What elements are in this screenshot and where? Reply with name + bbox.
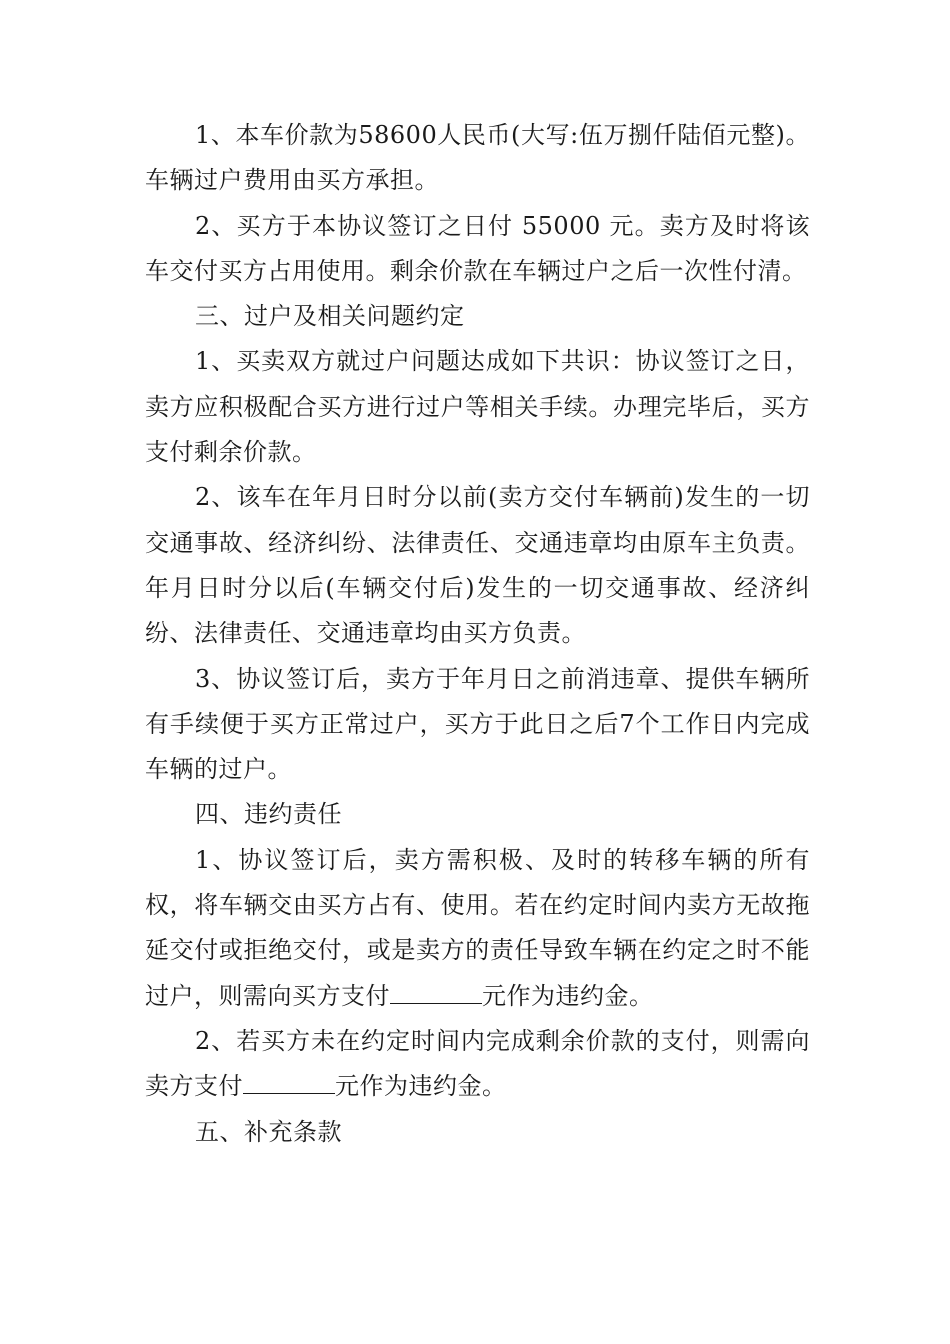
section-heading-breach: 四、违约责任 — [195, 800, 342, 829]
clause-buyer-breach-suffix: 元作为违约金。 — [335, 1072, 507, 1101]
contract-page — [145, 113, 810, 1155]
clause-transfer-deadline: 3、协议签订后，卖方于年月日之前消违章、提供车辆所有手续便于买方正常过户，买方于此日之后7个工作日内完成车辆的过户。 — [145, 664, 810, 784]
section-heading-transfer: 三、过户及相关问题约定 — [195, 302, 465, 331]
clause-buyer-breach-text: 2、若买方未在约定时间内完成剩余价款的支付，则需向卖方支付 — [145, 1026, 810, 1101]
clause-seller-breach-suffix: 元作为违约金。 — [482, 981, 654, 1010]
clause-seller-breach-text: 1、协议签订后，卖方需积极、及时的转移车辆的所有权，将车辆交由买方占有、使用。若在约定时间内卖方无故拖延交付或拒绝交付，或是卖方的责任导致车辆在约定之时不能过户，则需向买方支付 — [145, 845, 810, 1010]
penalty-amount-blank — [243, 1071, 335, 1094]
clause-price: 1、本车价款为58600人民币(大写:伍万捌仟陆佰元整)。车辆过户费用由买方承担。 — [145, 121, 810, 195]
clause-payment: 2、买方于本协议签订之日付 55000 元。卖方及时将该车交付买方占用使用。剩余价款在车辆过户之后一次性付清。 — [145, 211, 810, 285]
clause-liability-split: 2、该车在年月日时分以前(卖方交付车辆前)发生的一切交通事故、经济纠纷、法律责任、交通违章均由原车主负责。年月日时分以后(车辆交付后)发生的一切交通事故、经济纠纷、法律责任、交通违章均由买方负责。 — [145, 483, 810, 648]
clause-seller-breach — [145, 838, 810, 1019]
penalty-amount-blank — [390, 981, 482, 1004]
clause-transfer-consensus: 1、买卖双方就过户问题达成如下共识：协议签订之日，卖方应积极配合买方进行过户等相关手续。办理完毕后，买方支付剩余价款。 — [145, 347, 810, 467]
clause-buyer-breach — [145, 1019, 810, 1110]
section-heading-supplementary: 五、补充条款 — [195, 1117, 342, 1146]
